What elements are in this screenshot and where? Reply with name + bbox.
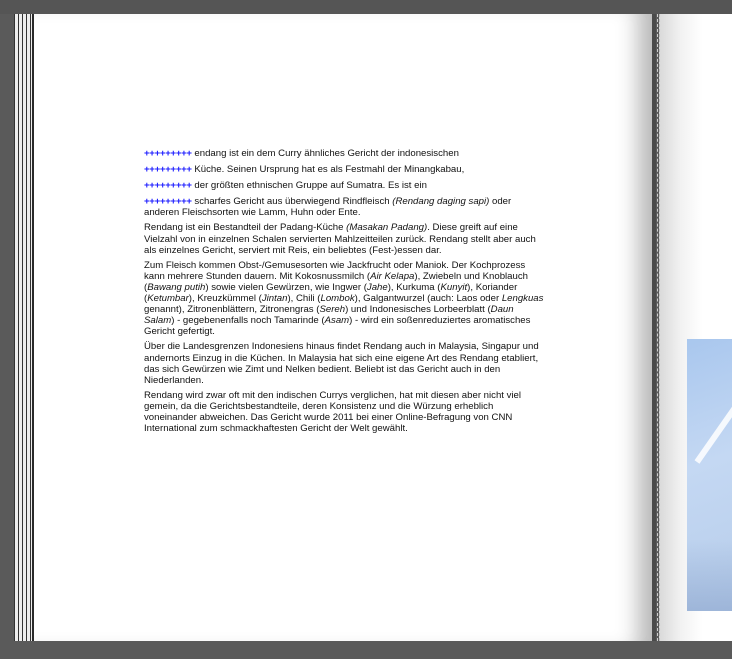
photo-highlight — [695, 395, 732, 464]
text-line: +++++++++ scharfes Gericht aus überwiegend Rindfleisch (Rendang daging sapi) oder anderen Fleischsorten wie Lamm, Huhn oder Ente. — [144, 196, 512, 219]
page-border — [32, 14, 34, 641]
image-frame-photo[interactable] — [687, 339, 732, 611]
pasteboard-top — [0, 0, 732, 14]
text-line: +++++++++ Küche. Seinen Ursprung hat es als Festmahl der Minangkabau, — [144, 164, 465, 176]
text-line: +++++++++ der größten ethnischen Gruppe auf Sumatra. Es ist ein — [144, 180, 427, 192]
paragraph-3: Zum Fleisch kommen Obst-/Gemusesorten wie Jackfrucht oder Maniok. Der Kochprozess kann mehrere Stunden dauern. Mit Kokosnussmilch (Air Kelapa), Zwiebeln und Knoblauch (Bawang putih) sowie vielen Gewürzen, wie Ingwer (Jahe), Kurkuma (Kunyit), Koriander (Ketumbar), Kreuzkümmel (Jintan), Chili (Lombok), Galgantwurzel (auch: Laos oder Lengkuas genannt), Zitronenblättern, Zitronengras (Sereh) und Indonesisches Lorbeerblatt (Daun Salam) - gegebenenfalls noch Tamarinde (Asam) - wird ein soßenreduziertes aromatisches Gericht gefertigt. — [144, 259, 544, 338]
text-frame[interactable] — [144, 148, 544, 438]
document-page-left[interactable] — [34, 14, 652, 641]
spread-spine — [652, 14, 656, 641]
overset-marker: +++++++++ — [144, 148, 192, 159]
document-page-right[interactable] — [659, 14, 732, 641]
paragraph-1 — [144, 148, 544, 218]
paragraph-2: Rendang ist ein Bestandteil der Padang-Küche (Masakan Padang). Diese greift auf eine Vielzahl von in einzelnen Schalen servierten Mahlzeitteilen zurück. Rendang stellt aber auch als einzelnes Gericht, serviert mit Reis, ein beliebtes (Fest-)essen dar. — [144, 222, 536, 256]
page-stack-edges — [14, 14, 34, 641]
pasteboard-bottom — [0, 641, 732, 659]
overset-marker: +++++++++ — [144, 196, 192, 208]
paragraph-4: Über die Landesgrenzen Indonesiens hinaus findet Rendang auch in Malaysia, Singapur und andernorts Einzug in die Küchen. In Malaysia hat sich eine eigene Art des Rendang etabliert, das sich Gewürzen wie Zimt und Nelken bedient. Beliebt ist das Gericht auch in den Niederlanden. — [144, 341, 539, 386]
bleed-guide — [657, 14, 658, 641]
bleed-guide — [659, 14, 660, 641]
text-line: +++++++++ endang ist ein dem Curry ähnliches Gericht der indonesischen — [144, 148, 459, 159]
paragraph-5: Rendang wird zwar oft mit den indischen Currys verglichen, hat mit diesen aber nicht viel gemein, da die Gerichtsbestandteile, deren Konsistenz und die Würzung erheblich voneinander abweichen. Das Gericht wurde 2011 bei einer Online-Befragung von CNN International zum schmackhaftesten Gericht der Welt gewählt. — [144, 389, 521, 435]
overset-marker: +++++++++ — [144, 164, 192, 176]
photo-shadow — [687, 539, 732, 611]
overset-marker: +++++++++ — [144, 180, 192, 192]
